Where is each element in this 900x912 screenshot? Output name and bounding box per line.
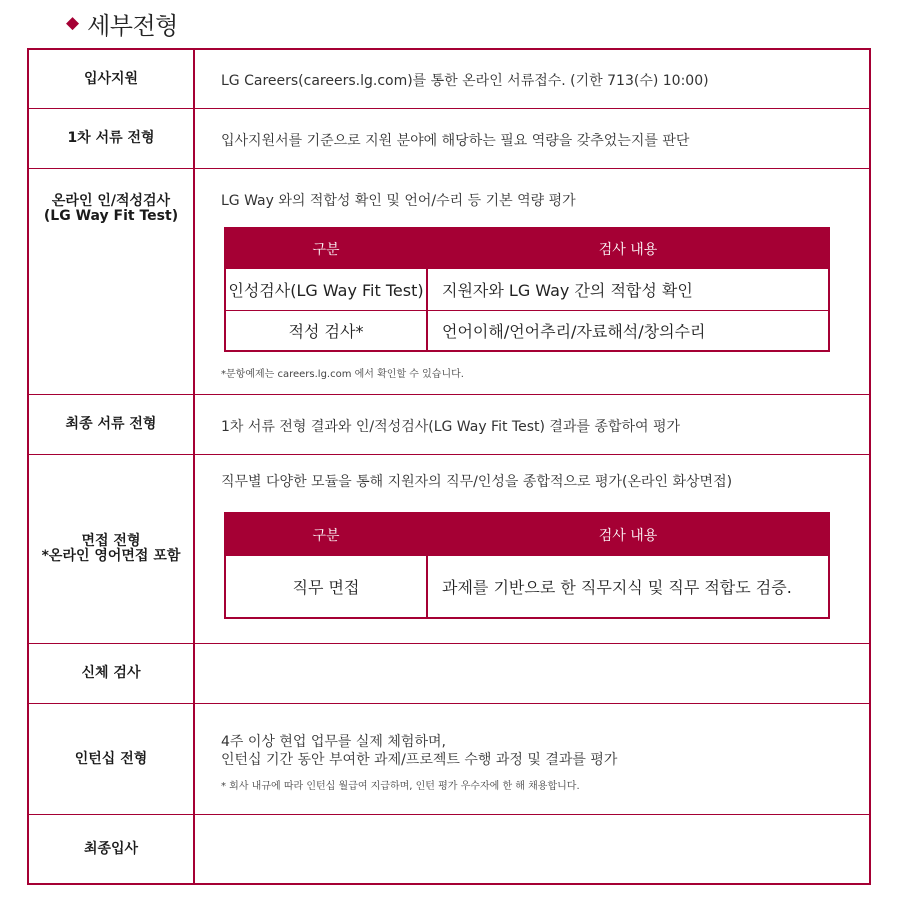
aptitude-note: *문항예제는 careers.lg.com 에서 확인할 수 있습니다. <box>221 369 464 380</box>
interview-description: 직무별 다양한 모듈을 통해 지원자의 직무/인성을 종합적으로 평가(온라인 화상면접) <box>221 474 733 490</box>
row-content <box>221 395 859 454</box>
section-heading <box>66 8 178 38</box>
row-content <box>221 704 859 814</box>
subtable-cell: 적성 검사* <box>288 322 364 341</box>
first-screening-text: 입사지원서를 기준으로 지원 분야에 해당하는 필요 역량을 갖추었는지를 판단 <box>221 133 690 149</box>
row-content <box>221 644 859 703</box>
application-text: LG Careers(careers.lg.com)를 통한 온라인 서류접수. (기한 713(수) 10:00) <box>221 73 709 89</box>
row-content <box>221 109 859 168</box>
row-label-line1: 면접 전형 <box>81 533 141 549</box>
row-label: 입사지원 <box>29 50 195 108</box>
row-content <box>221 50 859 108</box>
row-label-line2: (LG Way Fit Test) <box>43 208 179 224</box>
row-application <box>29 50 869 109</box>
subtable-cell: 언어이해/언어추리/자료해석/창의수리 <box>442 322 706 341</box>
subtable-header-category: 구분 <box>312 528 340 544</box>
internship-text-line1: 4주 이상 현업 업무를 실제 체험하며, <box>221 734 446 750</box>
row-label <box>29 169 195 394</box>
row-label-line2: *온라인 영어면접 포함 <box>41 548 181 564</box>
aptitude-description: LG Way 와의 적합성 확인 및 언어/수리 등 기본 역량 평가 <box>221 193 576 209</box>
row-first-screening <box>29 109 869 169</box>
final-screening-text: 1차 서류 전형 결과와 인/적성검사(LG Way Fit Test) 결과를 종합하여 평가 <box>221 419 681 435</box>
subtable-cell: 지원자와 LG Way 간의 적합성 확인 <box>442 281 693 300</box>
row-content <box>221 815 859 883</box>
row-label: 인턴십 전형 <box>29 704 195 814</box>
row-interview <box>29 455 869 644</box>
row-aptitude-test <box>29 169 869 395</box>
row-label <box>29 455 195 643</box>
subtable-column-divider <box>426 229 428 350</box>
row-final-screening <box>29 395 869 455</box>
page-title: 세부전형 <box>87 11 178 40</box>
subtable-header-category: 구분 <box>312 242 340 258</box>
row-label: 최종입사 <box>29 815 195 883</box>
interview-subtable <box>224 512 830 619</box>
row-final-hire <box>29 815 869 883</box>
internship-text-line2: 인턴십 기간 동안 부여한 과제/프로젝트 수행 과정 및 결과를 평가 <box>221 752 618 768</box>
row-label-line1: 온라인 인/적성검사 <box>51 193 171 209</box>
subtable-header <box>226 514 828 556</box>
subtable-header-content: 검사 내용 <box>598 528 658 544</box>
diamond-bullet-icon: ◆ <box>66 12 80 33</box>
row-physical-exam <box>29 644 869 704</box>
aptitude-subtable <box>224 227 830 352</box>
subtable-header-content: 검사 내용 <box>598 242 658 258</box>
process-table <box>27 48 871 885</box>
subtable-cell: 인성검사(LG Way Fit Test) <box>228 281 424 300</box>
row-label: 신체 검사 <box>29 644 195 703</box>
subtable-cell: 과제를 기반으로 한 직무지식 및 직무 적합도 검증. <box>442 578 792 597</box>
row-label: 1차 서류 전형 <box>29 109 195 168</box>
row-label: 최종 서류 전형 <box>29 395 195 454</box>
internship-note: * 회사 내규에 따라 인턴십 월급여 지급하며, 인턴 평가 우수자에 한 해 채용합니다. <box>221 781 580 792</box>
subtable-cell: 직무 면접 <box>292 578 360 597</box>
subtable-header <box>226 229 828 269</box>
subtable-column-divider <box>426 514 428 617</box>
row-internship <box>29 704 869 815</box>
